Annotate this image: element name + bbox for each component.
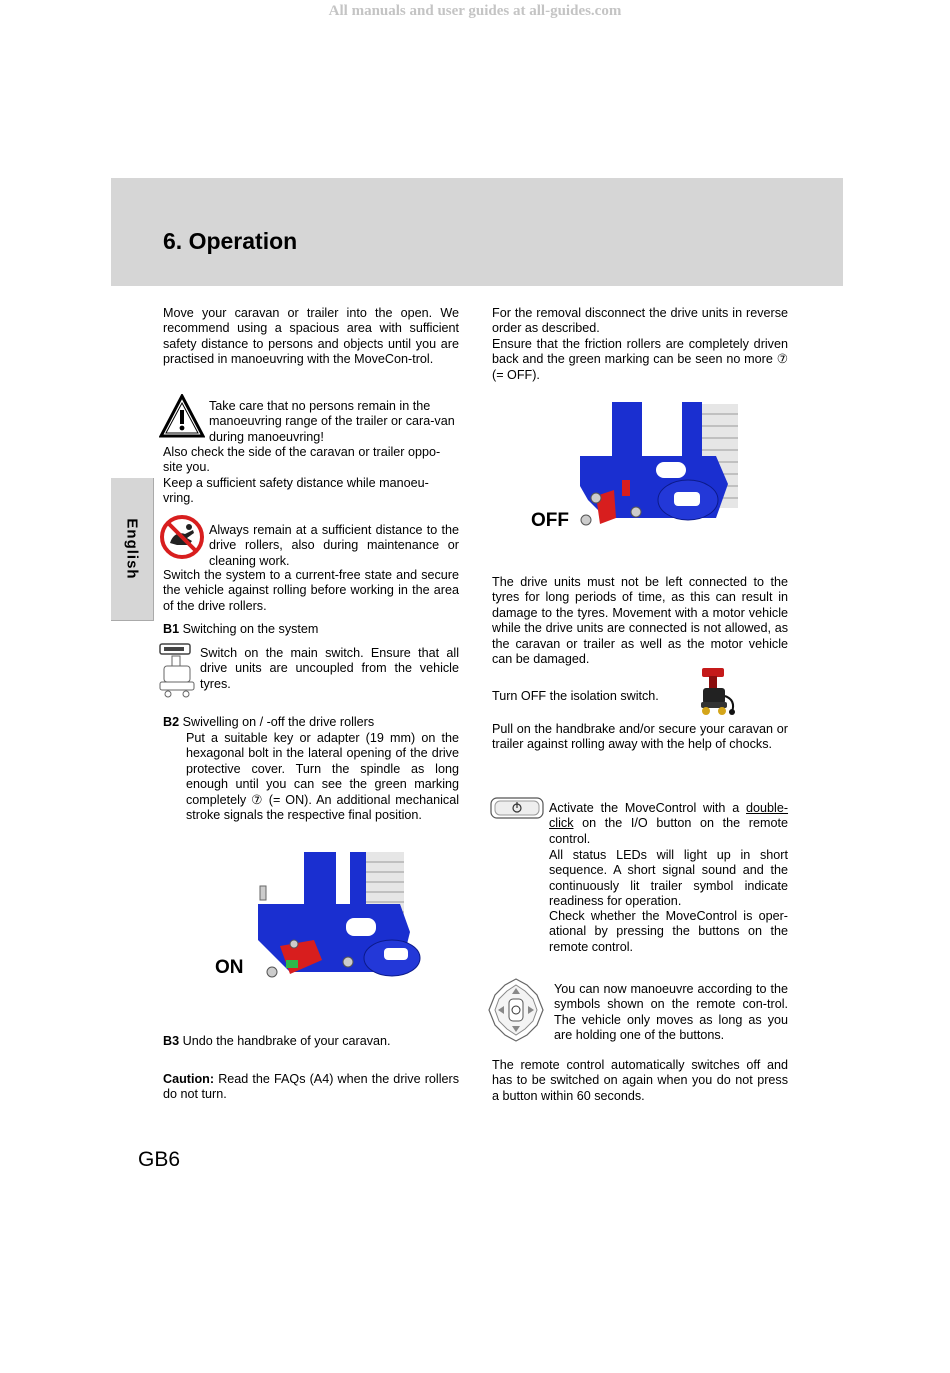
handbrake-paragraph: Pull on the handbrake and/or secure your caravan or trailer against rolling away with the help of chocks. xyxy=(492,722,788,752)
language-tab xyxy=(111,478,154,621)
off-label: OFF xyxy=(531,510,569,531)
caution-label: Caution: xyxy=(163,1072,215,1086)
drive-unit-on-image xyxy=(250,848,422,988)
language-label: English xyxy=(123,518,141,580)
check-paragraph: Check whether the MoveControl is oper-ational by pressing the buttons on the remote control. xyxy=(549,909,788,954)
activate-pre: Activate the MoveControl with a xyxy=(549,801,740,815)
b1-label: B1 xyxy=(163,622,180,636)
activate-paragraph xyxy=(549,801,788,847)
warning2-current-free-text: Switch the system to a current-free state and secure the vehicle against rolling before working in the area of the drive rollers. xyxy=(163,568,459,613)
auto-off-paragraph: The remote control automatically switches off and has to be switched on again when you do not press a button within 60 seconds. xyxy=(492,1058,788,1103)
isolation-switch-text: Turn OFF the isolation switch. xyxy=(492,689,659,703)
tyres-warning-paragraph: The drive units must not be left connected to the tyres for long periods of time, as this can result in damage to the tyres. Movement with a motor vehicle while the drive units are connected is not allowed, as the caravan or trailer as well as the motor vehicle can be damaged. xyxy=(492,575,788,667)
activate-post: on the I/O button on the remote control. xyxy=(549,816,788,846)
main-switch-icon xyxy=(158,642,196,698)
watermark: All manuals and user guides at all-guides.com xyxy=(328,3,622,19)
on-label: ON xyxy=(215,957,244,978)
double-click-term: double-click xyxy=(549,801,789,831)
removal-paragraph: For the removal disconnect the drive units in reverse order as described. xyxy=(492,306,788,336)
remote-control-icon xyxy=(487,977,545,1043)
b1-text: Switch on the main switch. Ensure that all drive units are uncoupled from the vehicle tyres. xyxy=(200,646,459,691)
io-button-icon xyxy=(490,797,544,821)
warning1-distance-text: Keep a sufficient safety distance while manoeu-vring. xyxy=(163,476,429,506)
leds-paragraph: All status LEDs will light up in short sequence. A short signal sound and the continuously lit trailer symbol indicate readiness for operation. xyxy=(549,848,788,909)
warning1-side-text: Also check the side of the caravan or trailer oppo-site you. xyxy=(163,445,441,475)
intro-paragraph: Move your caravan or trailer into the open. We recommend using a spacious area with sufficient safety distance to persons and objects until you are practised in manoeuvring with the MoveCon-trol. xyxy=(163,306,459,367)
manoeuvre-paragraph: You can now manoeuvre according to the symbols shown on the remote con-trol. The vehicle only moves as long as you are holding one of the buttons. xyxy=(554,982,788,1043)
b2-heading xyxy=(163,715,459,730)
caution-paragraph xyxy=(163,1072,459,1103)
isolation-switch-icon xyxy=(698,666,740,718)
b1-heading xyxy=(163,622,459,637)
b3-label: B3 xyxy=(163,1034,180,1048)
removal-check-paragraph: Ensure that the friction rollers are completely driven back and the green marking can be seen no more ⑦ (= OFF). xyxy=(492,337,788,382)
b2-title: Swivelling on / -off the drive rollers xyxy=(182,715,375,729)
warning1-text: Take care that no persons remain in the manoeuvring range of the trailer or cara-van during manoeuvring! xyxy=(209,399,455,444)
b3-text: Undo the handbrake of your caravan. xyxy=(182,1034,391,1048)
b2-label: B2 xyxy=(163,715,180,729)
drive-unit-off-image xyxy=(576,400,744,538)
page-title: 6. Operation xyxy=(163,228,298,254)
page-number: GB6 xyxy=(138,1148,181,1171)
b3-line xyxy=(163,1034,459,1049)
caution-text: Read the FAQs (A4) when the drive rollers do not turn. xyxy=(163,1072,459,1102)
warning2-text: Always remain at a sufficient distance to the drive rollers, also during maintenance or cleaning work. xyxy=(209,523,459,568)
no-hands-prohibition-icon xyxy=(159,514,205,560)
b2-text: Put a suitable key or adapter (19 mm) on the hexagonal bolt in the lateral opening of the drive protective cover. Turn the spindle as long enough until you can see the green marking completely ⑦ (= ON). An additional mechanical stroke signals the respective final position. xyxy=(186,731,459,823)
warning-triangle-icon xyxy=(159,394,205,438)
section-header xyxy=(111,178,843,286)
b1-title: Switching on the system xyxy=(182,622,319,636)
